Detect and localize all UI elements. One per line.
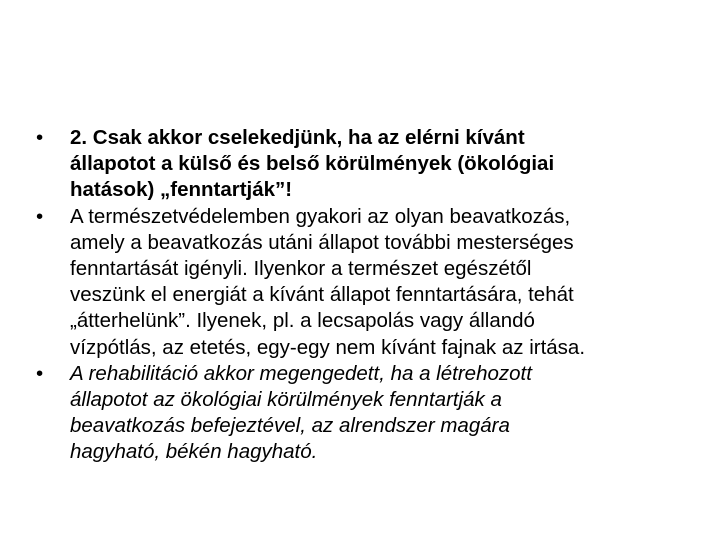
- bullet-2-line-2: amely a beavatkozás utáni állapot további mesterséges: [70, 230, 574, 254]
- bullet-2-line-3: fenntartását igényli. Ilyenkor a természet egészétől: [70, 257, 532, 281]
- bullet-item-3: [36, 361, 696, 466]
- bullet-3-line-3: beavatkozás befejeztével, az alrendszer magára: [70, 414, 510, 438]
- bullet-2-line-1: A természetvédelemben gyakori az olyan beavatkozás,: [70, 204, 571, 228]
- bullet-item-2: [36, 204, 696, 361]
- bullet-1-line-1: 2. Csak akkor cselekedjünk, ha az elérni kívánt: [70, 126, 525, 149]
- bullet-icon: •: [36, 204, 44, 228]
- bullet-icon: •: [36, 126, 44, 149]
- bullet-2-line-5: „átterhelünk”. Ilyenek, pl. a lecsapolás vagy állandó: [70, 309, 535, 333]
- bullet-3-line-4: hagyható, békén hagyható.: [70, 440, 318, 464]
- bullet-icon: •: [36, 361, 44, 385]
- bullet-1-line-2: állapotot a külső és belső körülmények (ökológiai: [70, 152, 555, 176]
- bullet-2-line-6: vízpótlás, az etetés, egy-egy nem kívánt fajnak az irtása.: [70, 335, 586, 359]
- bullet-2-line-4: veszünk el energiát a kívánt állapot fenntartására, tehát: [70, 283, 574, 307]
- bullet-1-line-3: hatások) „fenntartják”!: [70, 178, 293, 202]
- bullet-3-line-1: A rehabilitáció akkor megengedett, ha a létrehozott: [70, 361, 532, 385]
- bullet-list: [36, 125, 696, 466]
- bullet-3-line-2: állapotot az ökológiai körülmények fenntartják a: [70, 388, 502, 412]
- bullet-item-1: [36, 125, 696, 204]
